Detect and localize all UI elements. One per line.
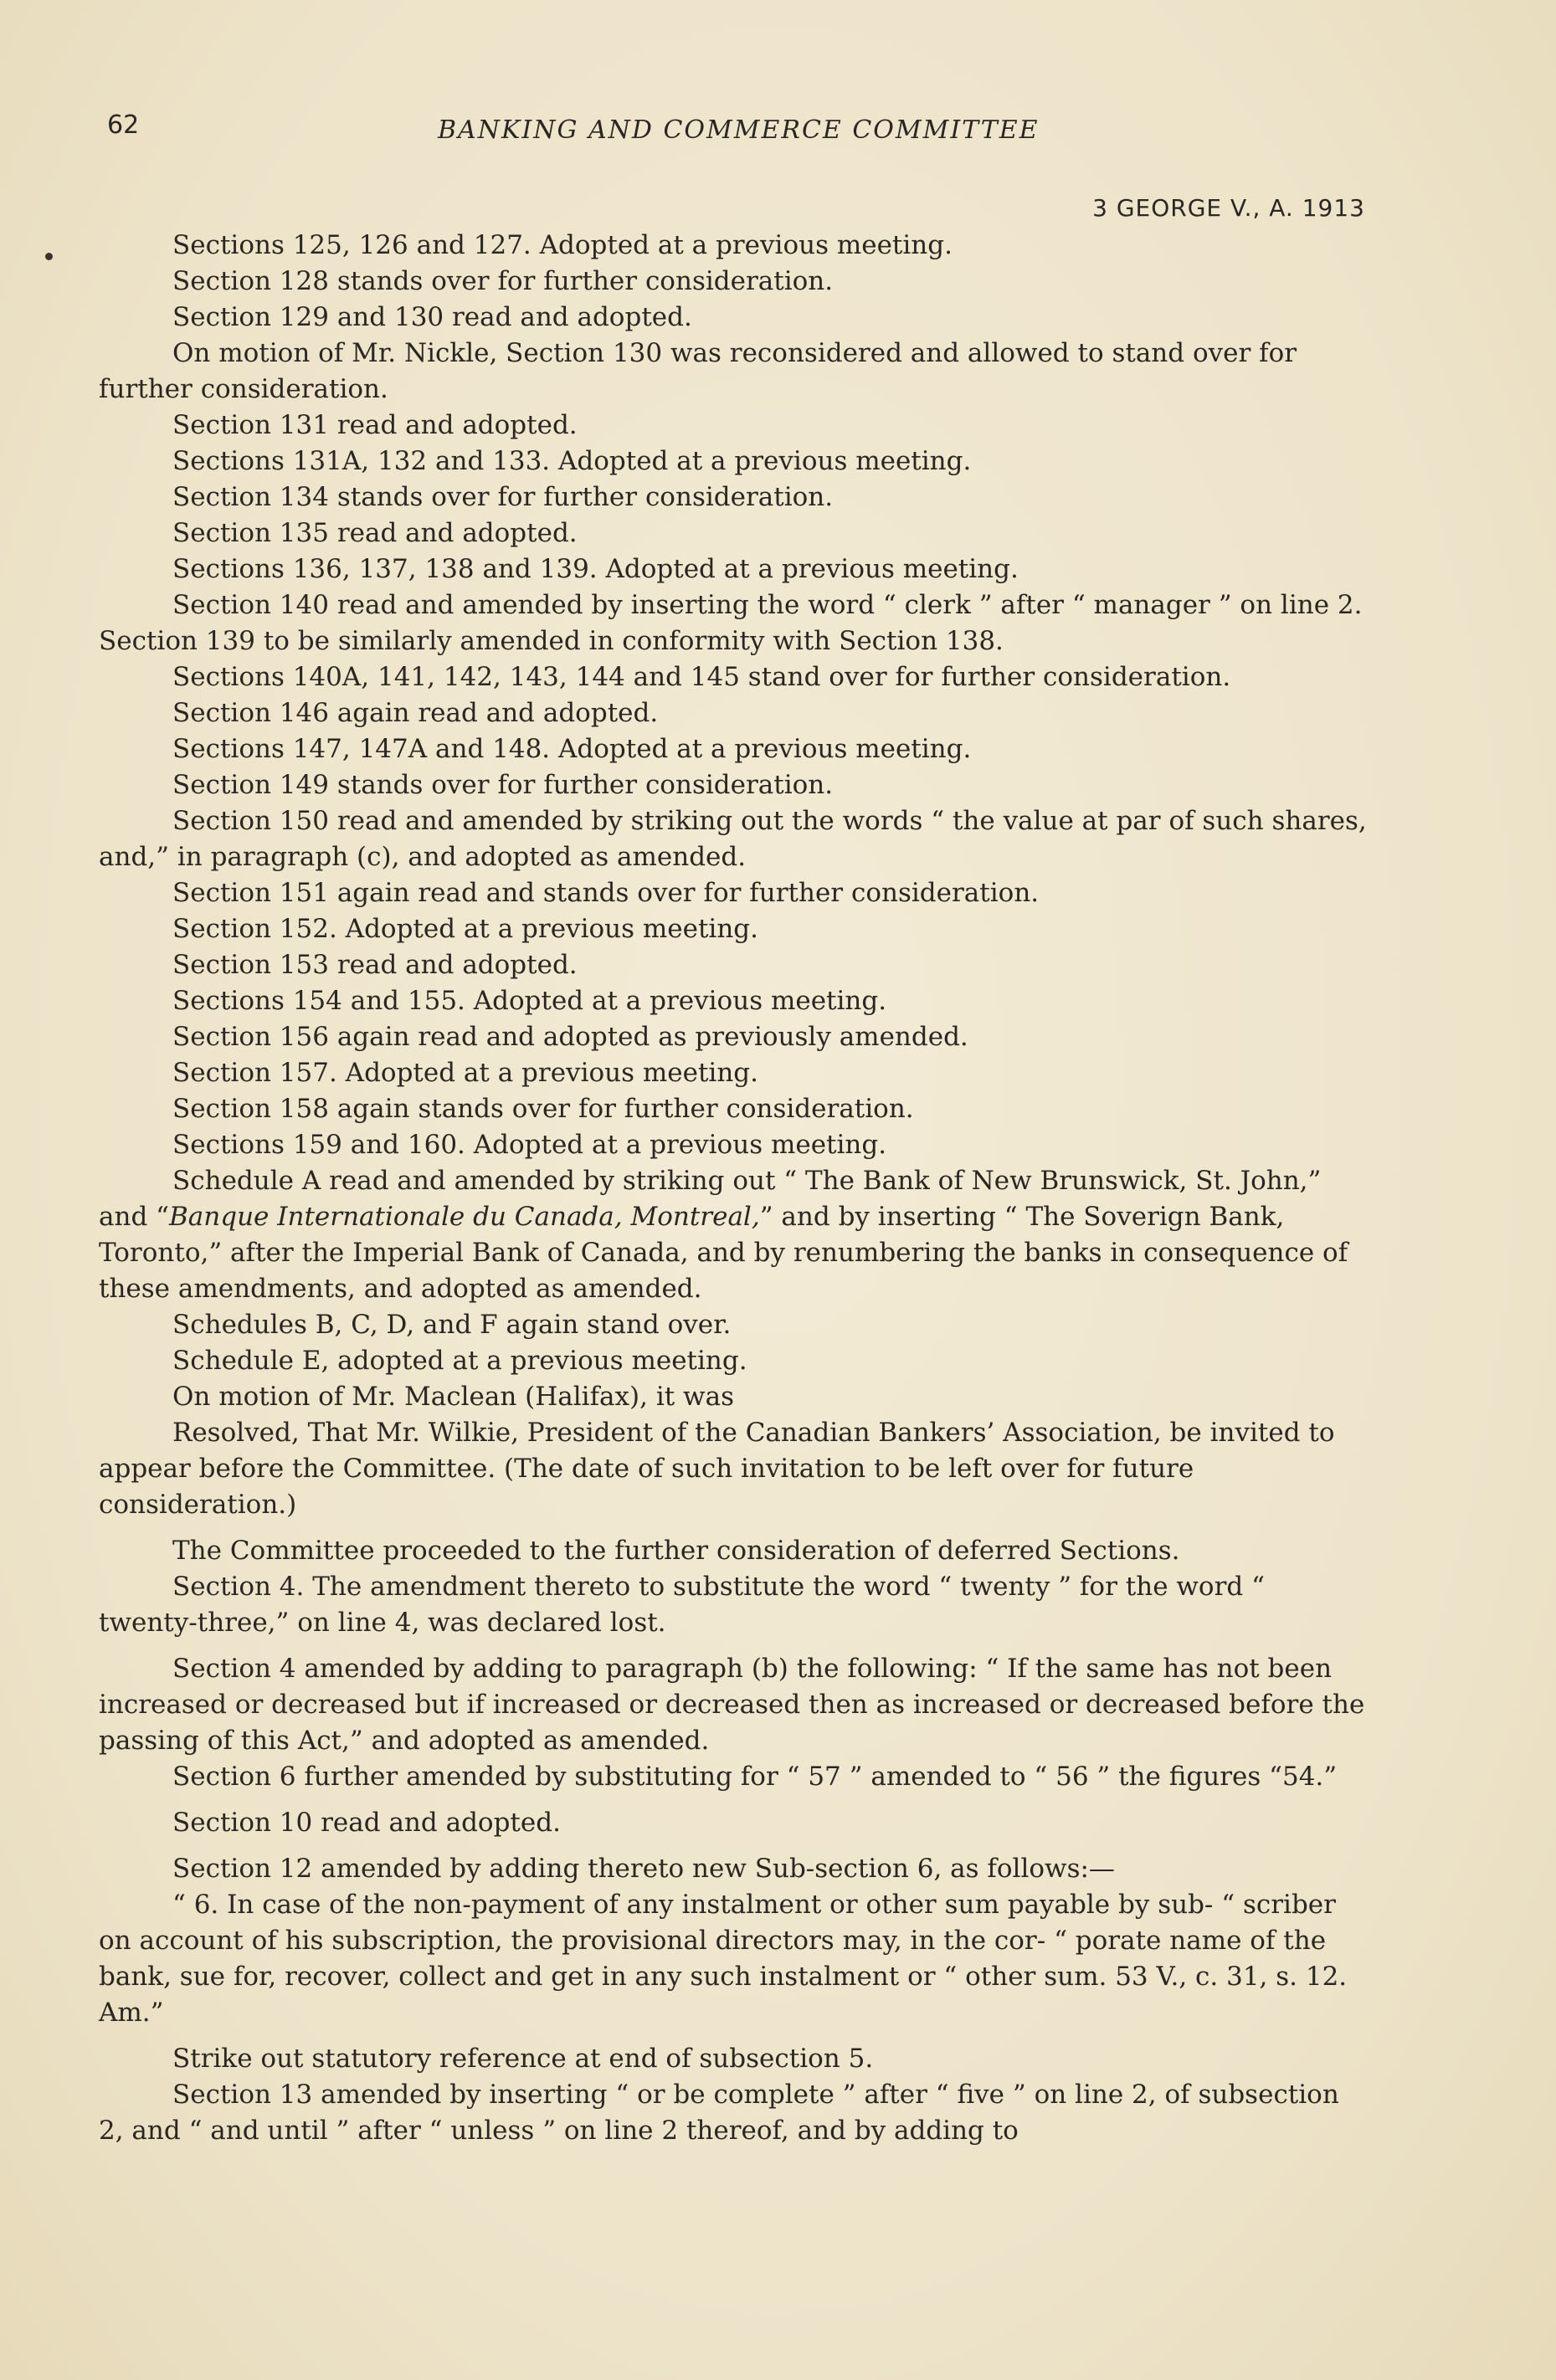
paragraph: Section 151 again read and stands over for further consideration. — [172, 878, 1040, 908]
page-number: 62 — [107, 110, 140, 140]
quoted-subsection: “ 6. In case of the non-payment of any instalment or other sum payable by sub- “ scriber on account of his subscription, the provisional directors may, in the cor- “ porate name of the bank, sue for, recover, collect and get in any such instalment or “ other sum. 53 V., c. 31, s. 12. Am.” — [99, 1890, 1348, 2028]
paragraph: Section 156 again read and adopted as previously amended. — [172, 1022, 968, 1052]
paragraph: On motion of Mr. Nickle, Section 130 was reconsidered and allowed to stand over for further consideration. — [99, 338, 1297, 404]
margin-mark — [45, 253, 53, 260]
paragraph: Sections 140A, 141, 142, 143, 144 and 145 stand over for further consideration. — [172, 662, 1231, 692]
paragraph: Strike out statutory reference at end of subsection 5. — [172, 2044, 874, 2074]
paragraph: Section 152. Adopted at a previous meeting. — [172, 914, 758, 944]
paragraph: Section 10 read and adopted. — [172, 1808, 561, 1838]
paragraph: Sections 136, 137, 138 and 139. Adopted at a previous meeting. — [172, 554, 1019, 584]
paragraph: Section 129 and 130 read and adopted. — [172, 302, 692, 332]
paragraph: Section 150 read and amended by striking out the words “ the value at par of such shares, and,” in paragraph (c), and adopted as amended. — [99, 806, 1367, 872]
paragraph: Section 4 amended by adding to paragraph (b) the following: “ If the same has not been increased or decreased but if increased or decreased then as increased or decreased before the passing of this Act,” and adopted as amended. — [99, 1654, 1365, 1756]
schedule-a-italic: Banque Internationale du Canada, Montreal, — [169, 1202, 760, 1232]
schedule-a-text: Schedule A read and amended by striking out “ The Bank of New Brunswick, St. John,” and “ — [99, 1166, 1322, 1232]
paragraph: On motion of Mr. Maclean (Halifax), it was — [172, 1382, 734, 1412]
paragraph: Schedules B, C, D, and F again stand over. — [172, 1310, 732, 1340]
paragraph: Sections 147, 147A and 148. Adopted at a previous meeting. — [172, 734, 972, 764]
page-header — [107, 110, 1405, 161]
paragraph: Sections 154 and 155. Adopted at a previous meeting. — [172, 986, 887, 1016]
paragraph: Schedule E, adopted at a previous meeting. — [172, 1346, 747, 1376]
paragraph: Section 134 stands over for further consideration. — [172, 482, 834, 512]
paragraph: Section 6 further amended by substituting for “ 57 ” amended to “ 56 ” the figures “54.” — [172, 1762, 1338, 1792]
session-reference: 3 GEORGE V., A. 1913 — [1092, 194, 1365, 222]
paragraph: Section 153 read and adopted. — [172, 950, 578, 980]
paragraph: Section 149 stands over for further consideration. — [172, 770, 834, 800]
paragraph: Section 146 again read and adopted. — [172, 698, 659, 728]
paragraph: Sections 131A, 132 and 133. Adopted at a previous meeting. — [172, 446, 972, 476]
paragraph: Section 4. The amendment thereto to substitute the word “ twenty ” for the word “ twenty-three,” on line 4, was declared lost. — [99, 1572, 1265, 1638]
paragraph: Section 157. Adopted at a previous meeting. — [172, 1058, 758, 1088]
paragraph: Section 158 again stands over for further consideration. — [172, 1094, 914, 1124]
schedule-a-text-end: ” and by inserting “ The Soverign Bank, Toronto,” after the Imperial Bank of Canada, and by renumbering the banks in consequence of these amendments, and adopted as amended. — [99, 1202, 1348, 1304]
minutes-body — [99, 228, 1367, 2149]
paragraph: Section 13 amended by inserting “ or be complete ” after “ five ” on line 2, of subsection 2, and “ and until ” after “ unless ” on line 2 thereof, and by adding to — [99, 2080, 1339, 2146]
paragraph: Section 128 stands over for further consideration. — [172, 266, 834, 296]
paragraph: Resolved, That Mr. Wilkie, President of the Canadian Bankers’ Association, be invited to appear before the Committee. (The date of such invitation to be left over for future consideration.) — [99, 1418, 1335, 1520]
paragraph: Sections 159 and 160. Adopted at a previous meeting. — [172, 1130, 887, 1160]
paragraph: The Committee proceeded to the further consideration of deferred Sections. — [172, 1536, 1180, 1566]
running-title: BANKING AND COMMERCE COMMITTEE — [438, 115, 1040, 145]
paragraph: Sections 125, 126 and 127. Adopted at a previous meeting. — [172, 230, 953, 260]
paragraph-schedule-a — [99, 1163, 1367, 1307]
paragraph: Section 131 read and adopted. — [172, 410, 578, 440]
paragraph: Section 135 read and adopted. — [172, 518, 578, 548]
paragraph: Section 12 amended by adding thereto new Sub-section 6, as follows:— — [172, 1854, 1115, 1884]
paragraph: Section 140 read and amended by inserting the word “ clerk ” after “ manager ” on line 2. Section 139 to be similarly amended in conformity with Section 138. — [99, 590, 1363, 656]
